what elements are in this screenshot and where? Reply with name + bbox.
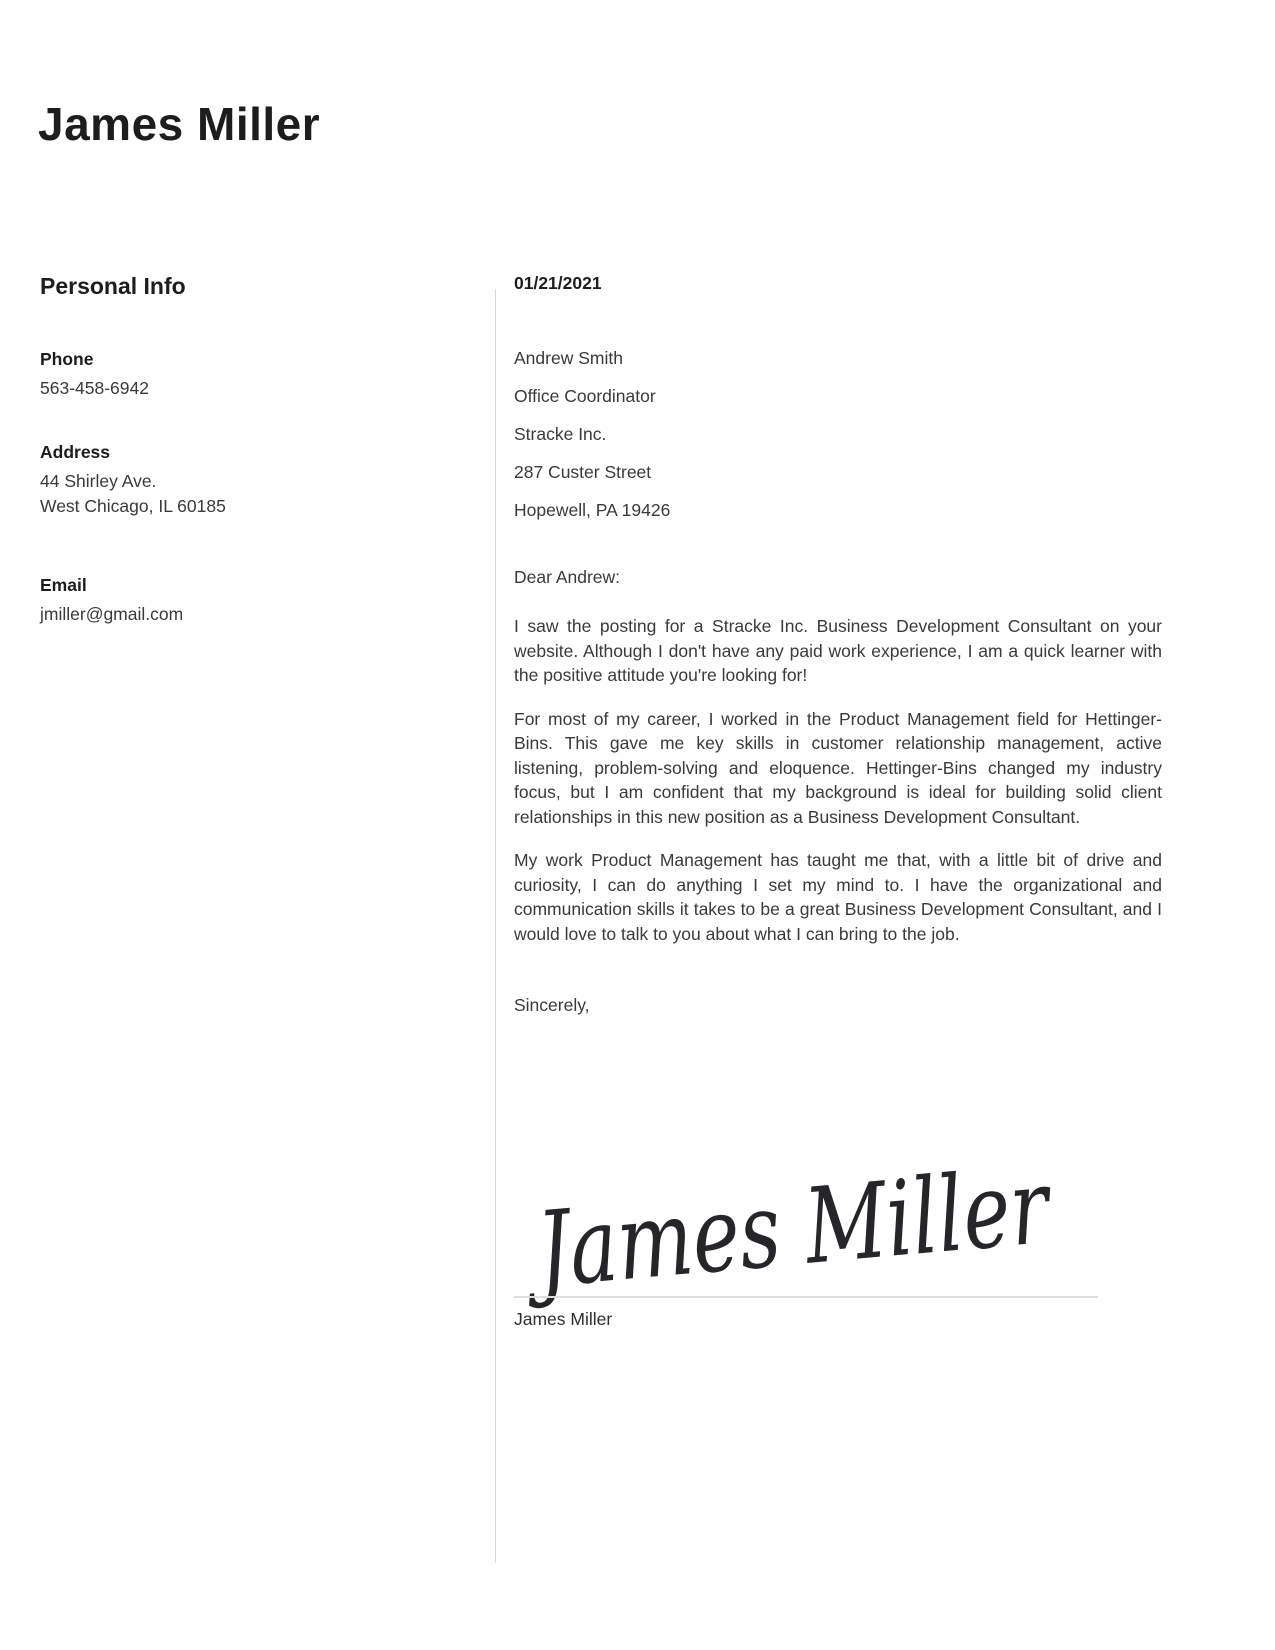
email-value: jmiller@gmail.com [40, 604, 184, 624]
phone-group [40, 348, 460, 401]
recipient-city-state-zip: Hopewell, PA 19426 [514, 500, 671, 520]
address-value-line2: West Chicago, IL 60185 [40, 496, 226, 516]
letter-paragraph-1: I saw the posting for a Stracke Inc. Business Development Consultant on your website. Although I don't have any paid work experience, I am a quick learner with the positive attitude you're looking for! [514, 616, 1162, 685]
phone-label: Phone [40, 349, 94, 369]
column-divider [495, 289, 496, 1563]
phone-value: 563-458-6942 [40, 378, 149, 398]
recipient-block [514, 347, 1162, 521]
signature-script-text: James Miller [532, 1131, 1209, 1312]
signed-name: James Miller [514, 1309, 613, 1329]
recipient-street: 287 Custer Street [514, 462, 652, 482]
address-value-line1: 44 Shirley Ave. [40, 471, 157, 491]
letter-body [514, 272, 1209, 1339]
email-group [40, 574, 460, 627]
address-label: Address [40, 442, 111, 462]
salutation: Dear Andrew: [514, 567, 621, 587]
recipient-name: Andrew Smith [514, 348, 623, 368]
signature-area [514, 1054, 1209, 1339]
applicant-name-heading: James Miller [38, 98, 321, 150]
closing: Sincerely, [514, 995, 590, 1015]
signature-line [514, 1296, 1098, 1298]
recipient-title: Office Coordinator [514, 386, 656, 406]
letter-date: 01/21/2021 [514, 273, 602, 293]
letter-paragraph-3: My work Product Management has taught me that, with a little bit of drive and curiosity, I can do anything I set my mind to. I have the organizational and communication skills it takes to be a great Business Development Consultant, and I would love to talk to you about what I can bring to the job. [514, 850, 1162, 944]
personal-info-sidebar [40, 272, 460, 667]
handwritten-signature [514, 1109, 1209, 1319]
personal-info-heading: Personal Info [40, 273, 186, 299]
recipient-company: Stracke Inc. [514, 424, 607, 444]
letter-paragraph-2: For most of my career, I worked in the Product Management field for Hettinger-Bins. This gave me key skills in customer relationship management, active listening, problem-solving and eloquence. Hettinger-Bins changed my industry focus, but I am confident that my background is ideal for building solid client relationships in this new position as a Business Development Consultant. [514, 708, 1162, 827]
address-group [40, 441, 460, 519]
email-label: Email [40, 575, 87, 595]
